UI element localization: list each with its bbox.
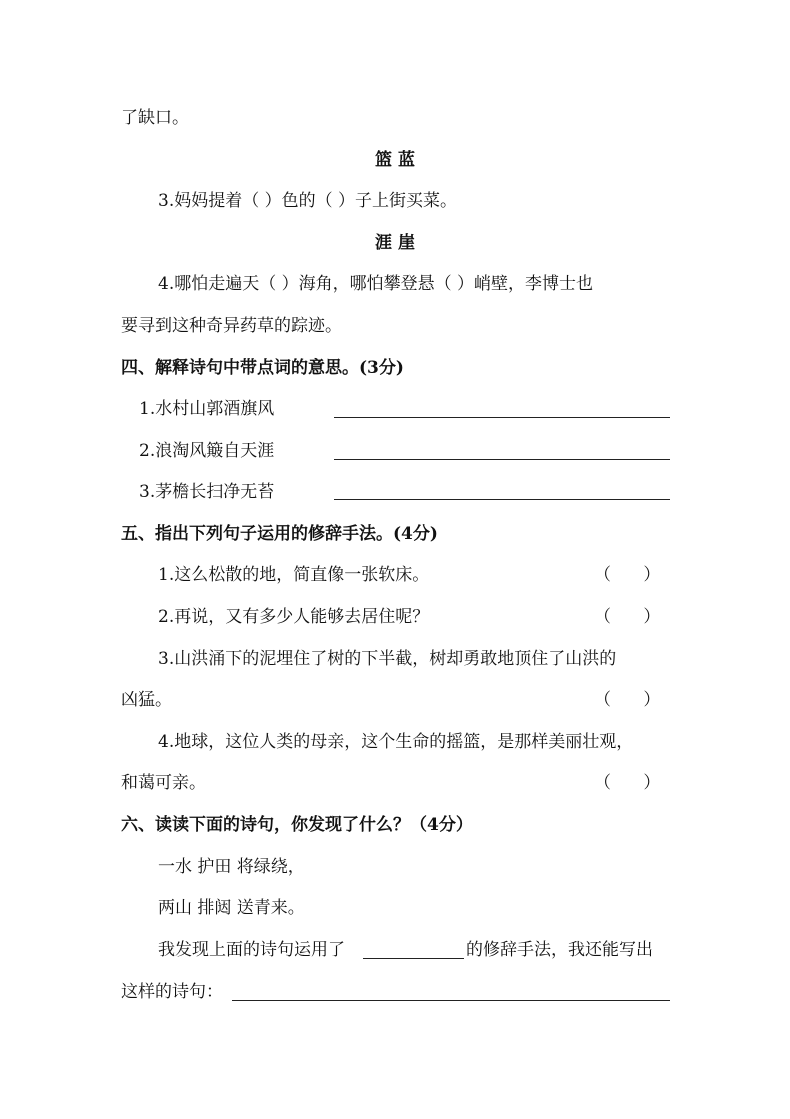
answer-paren-3[interactable]: （ ） bbox=[594, 690, 661, 710]
answer-paren-2[interactable]: （ ） bbox=[594, 607, 661, 627]
sec5-item-1: 1.这么松散的地，简直像一张软床。 bbox=[158, 565, 430, 585]
sec5-item-2: 2.再说，又有多少人能够去居住呢？ bbox=[158, 607, 430, 627]
word-pair-3: 涯 崖 bbox=[375, 233, 415, 253]
sec3-item-4-line1: 4.哪怕走遍天（ ）海角，哪怕攀登悬（ ）峭壁，李博士也 bbox=[158, 274, 594, 294]
sec5-item-3-line1: 3.山洪涌下的泥埋住了树的下半截，树却勇敢地顶住了山洪的 bbox=[158, 649, 617, 669]
sec6-question-part-b: 的修辞手法，我还能写出 bbox=[466, 940, 653, 960]
sec6-question-line2: 这样的诗句： bbox=[121, 982, 223, 1002]
sec4-title: 四、解释诗句中带点词的意思。(3分) bbox=[121, 358, 404, 378]
poem-line-1: 一水 护田 将绿绕， bbox=[158, 857, 305, 877]
sec4-item-3: 3.茅檐长扫净无苔 bbox=[139, 482, 275, 502]
sec4-item-2: 2.浪淘风簸自天涯 bbox=[139, 441, 275, 461]
sec6-question-part-a: 我发现上面的诗句运用了 bbox=[158, 940, 345, 960]
answer-line-3[interactable] bbox=[334, 499, 670, 500]
sec5-item-3-line2: 凶猛。 bbox=[121, 690, 172, 710]
sec5-item-4-line1: 4.地球，这位人类的母亲，这个生命的摇篮，是那样美丽壮观， bbox=[158, 732, 634, 752]
sec3-item-3: 3.妈妈提着（ ）色的（ ）子上街买菜。 bbox=[158, 191, 458, 211]
sec5-title: 五、指出下列句子运用的修辞手法。(4分) bbox=[121, 524, 438, 544]
sec4-item-1: 1.水村山郭酒旗风 bbox=[139, 399, 275, 419]
poem-answer-line[interactable] bbox=[232, 1000, 670, 1001]
answer-line-2[interactable] bbox=[334, 459, 670, 460]
word-pair-2: 篮 蓝 bbox=[375, 150, 415, 170]
rhetoric-blank-line[interactable] bbox=[363, 958, 464, 959]
answer-line-1[interactable] bbox=[334, 417, 670, 418]
sec3-tail-text: 了缺口。 bbox=[121, 108, 189, 128]
sec3-item-4-line2: 要寻到这种奇异药草的踪迹。 bbox=[121, 316, 342, 336]
sec5-item-4-line2: 和蔼可亲。 bbox=[121, 773, 206, 793]
sec6-title: 六、读读下面的诗句，你发现了什么？（4分） bbox=[121, 815, 473, 835]
answer-paren-4[interactable]: （ ） bbox=[594, 773, 661, 793]
answer-paren-1[interactable]: （ ） bbox=[594, 565, 661, 585]
poem-line-2: 两山 排闼 送青来。 bbox=[158, 898, 305, 918]
